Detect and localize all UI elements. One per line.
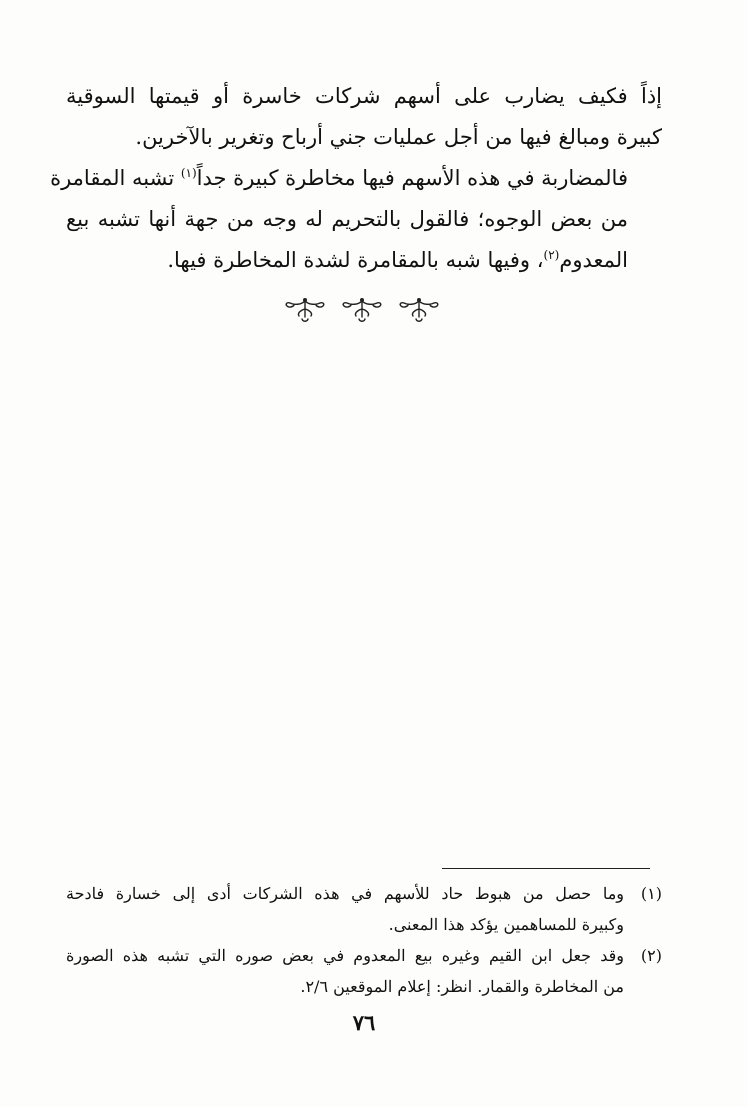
footnote-1-number: (١) (640, 884, 662, 903)
fleuron-icon (282, 295, 328, 325)
paragraph-2-text-b: تشبه المقامرة (50, 166, 181, 190)
footnote-1 (66, 878, 662, 940)
footnote-2-text (66, 940, 624, 1002)
main-text (50, 76, 662, 281)
paragraph-2-line-3 (66, 240, 662, 281)
footnote-2-line-1: وقد جعل ابن القيم وغيره بيع المعدوم في بعض صوره التي تشبه هذه الصورة (66, 946, 624, 965)
section-divider (282, 292, 442, 328)
paragraph-2-line-2: من بعض الوجوه؛ فالقول بالتحريم له وجه من جهة أنها تشبه بيع (66, 207, 628, 231)
fleuron-icon (396, 295, 442, 325)
paragraph-2-text-c: المعدوم (559, 248, 628, 272)
footnote-1-line-2: وكبيرة للمساهمين يؤكد هذا المعنى. (388, 915, 624, 934)
footnote-ref-1[interactable]: (١) (180, 166, 197, 180)
paragraph-1-line-1: إذاً فكيف يضارب على أسهم شركات خاسرة أو قيمتها السوقية (66, 84, 662, 108)
footnote-1-line-1: وما حصل من هبوط حاد للأسهم في هذه الشركات أدى إلى خسارة فادحة (66, 884, 624, 903)
paragraph-2-text-d: ، وفيها شبه بالمقامرة لشدة المخاطرة فيها. (167, 248, 544, 272)
footnote-ref-2[interactable]: (٢) (543, 248, 560, 262)
paragraph-1-line-2: كبيرة ومبالغ فيها من أجل عمليات جني أرباح وتغرير بالآخرين. (135, 125, 662, 149)
footnote-separator (442, 868, 650, 869)
footnote-2-line-2: من المخاطرة والقمار. انظر: إعلام الموقعين ٢/٦. (300, 977, 624, 996)
footnote-1-text (66, 878, 624, 940)
footnote-2-number: (٢) (640, 946, 662, 965)
page-number: ٧٦ (352, 1010, 376, 1035)
footnote-2 (66, 940, 662, 1002)
fleuron-icon (339, 295, 385, 325)
paragraph-1 (66, 76, 662, 158)
paragraph-2 (50, 158, 662, 281)
footnotes (66, 878, 662, 1002)
paragraph-2-text-a: فالمضاربة في هذه الأسهم فيها مخاطرة كبيرة جداً (196, 166, 628, 190)
paragraph-2-line-1 (50, 158, 662, 199)
